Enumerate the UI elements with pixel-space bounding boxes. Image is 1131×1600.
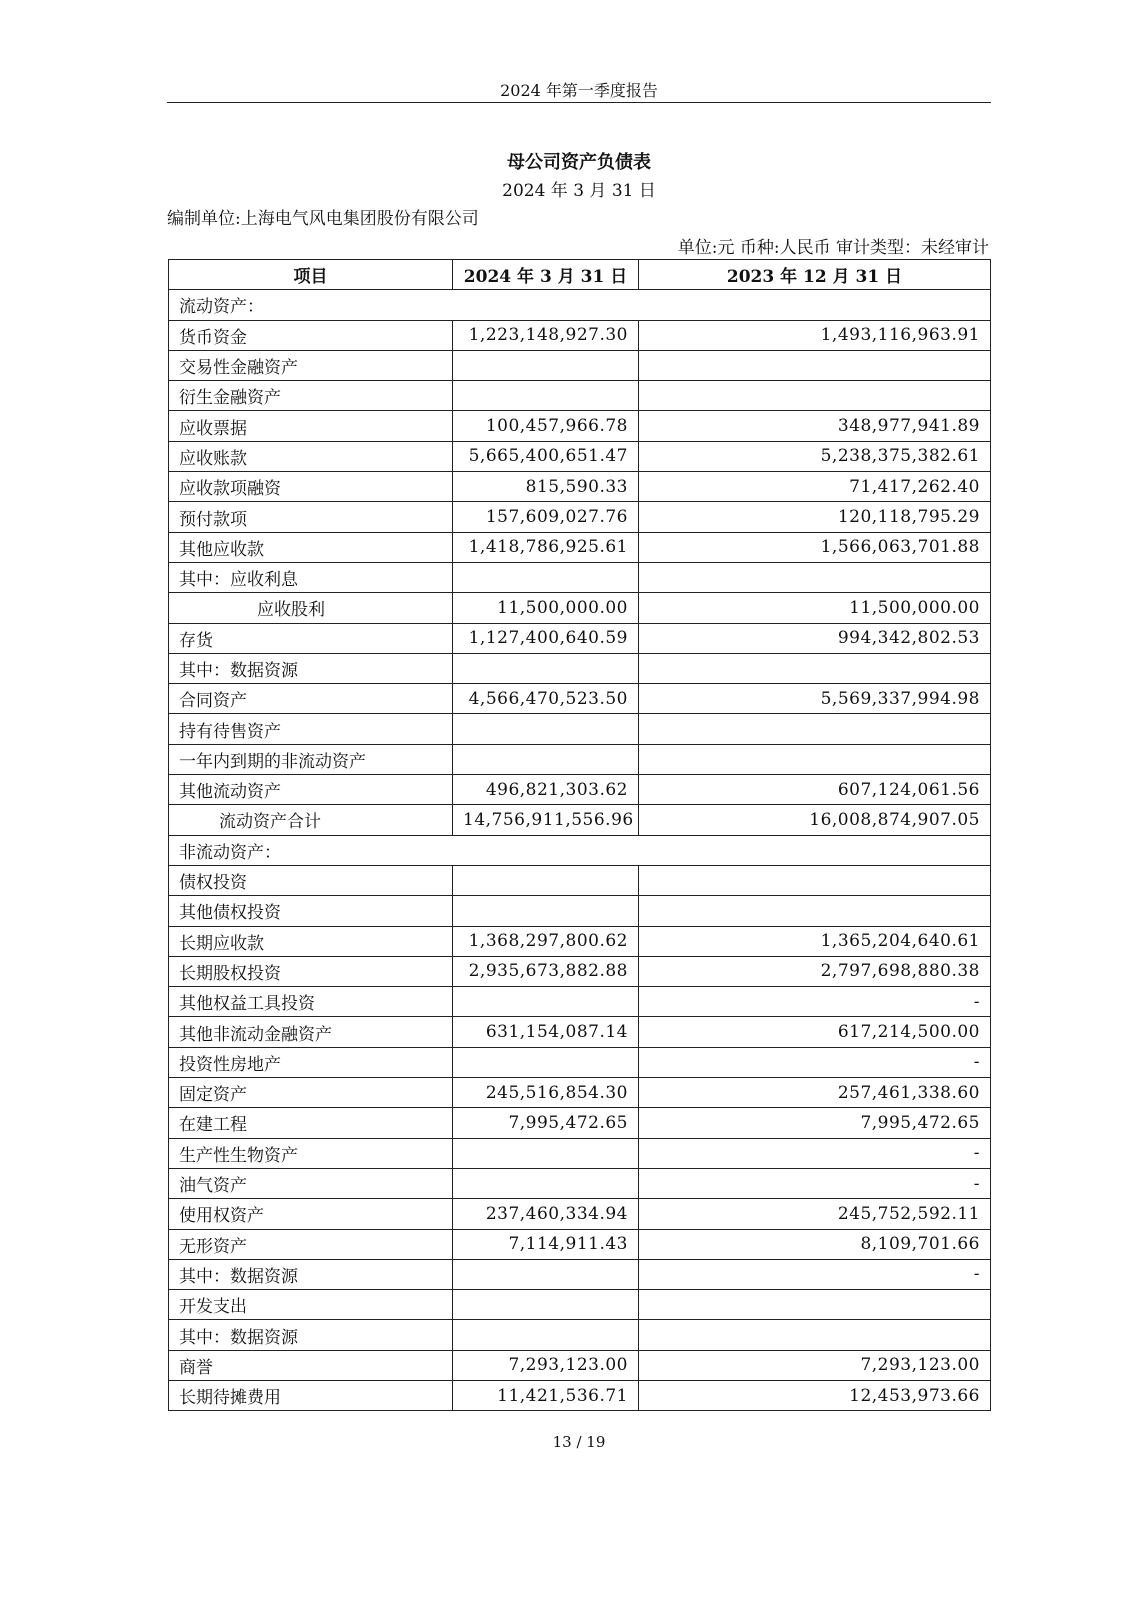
table-row (169, 441, 991, 471)
value-prior: 607,124,061.56 (639, 775, 991, 805)
value-current: 1,223,148,927.30 (453, 320, 639, 350)
value-prior: 245,752,592.11 (639, 1199, 991, 1229)
row-label: 衍生金融资产 (169, 381, 453, 411)
table-row (169, 593, 991, 623)
row-label: 其中：应收利息 (169, 562, 453, 592)
row-label: 其中：数据资源 (169, 653, 453, 683)
value-prior (639, 1320, 991, 1350)
value-prior: 1,493,116,963.91 (639, 320, 991, 350)
report-date: 2024 年 3 月 31 日 (502, 181, 656, 201)
value-prior (639, 562, 991, 592)
page-number: 13 / 19 (552, 1433, 606, 1451)
value-prior (639, 350, 991, 380)
value-current: 14,756,911,556.96 (453, 805, 639, 835)
value-prior: 7,293,123.00 (639, 1350, 991, 1380)
table-row (169, 502, 991, 532)
report-header: 2024 年第一季度报告 (500, 81, 658, 100)
row-label: 长期应收款 (169, 926, 453, 956)
table-row (169, 1138, 991, 1168)
value-current (453, 1047, 639, 1077)
table-row (169, 1259, 991, 1289)
table-row (169, 411, 991, 441)
table-row (169, 381, 991, 411)
header-rule (167, 102, 991, 103)
value-current: 157,609,027.76 (453, 502, 639, 532)
company-line: 编制单位:上海电气风电集团股份有限公司 (167, 209, 479, 229)
row-label: 其中：数据资源 (169, 1320, 453, 1350)
value-prior (639, 896, 991, 926)
table-row (169, 532, 991, 562)
row-label: 存货 (169, 623, 453, 653)
value-prior: 617,214,500.00 (639, 1017, 991, 1047)
value-current (453, 865, 639, 895)
row-label: 货币资金 (169, 320, 453, 350)
value-current: 237,460,334.94 (453, 1199, 639, 1229)
value-prior: 348,977,941.89 (639, 411, 991, 441)
table-row (169, 684, 991, 714)
row-label: 应收股利 (169, 593, 453, 623)
value-prior: 8,109,701.66 (639, 1229, 991, 1259)
value-prior: 11,500,000.00 (639, 593, 991, 623)
row-label: 长期股权投资 (169, 956, 453, 986)
row-label: 无形资产 (169, 1229, 453, 1259)
value-current (453, 1290, 639, 1320)
table-row (169, 1350, 991, 1380)
value-prior (639, 1290, 991, 1320)
table-row (169, 744, 991, 774)
value-prior: 257,461,338.60 (639, 1078, 991, 1108)
value-current: 1,368,297,800.62 (453, 926, 639, 956)
section-row (169, 835, 991, 865)
table-header-row (169, 260, 991, 290)
value-current (453, 1259, 639, 1289)
value-current (453, 987, 639, 1017)
table-row (169, 623, 991, 653)
row-label: 预付款项 (169, 502, 453, 532)
value-prior: 5,238,375,382.61 (639, 441, 991, 471)
value-current: 100,457,966.78 (453, 411, 639, 441)
table-row (169, 775, 991, 805)
table-row (169, 805, 991, 835)
row-label: 一年内到期的非流动资产 (169, 744, 453, 774)
table-row (169, 714, 991, 744)
value-current (453, 1138, 639, 1168)
row-label: 其他权益工具投资 (169, 987, 453, 1017)
value-current: 4,566,470,523.50 (453, 684, 639, 714)
value-prior (639, 865, 991, 895)
table-row (169, 1380, 991, 1410)
table-row (169, 1168, 991, 1198)
column-header-prior: 2023 年 12 月 31 日 (639, 260, 991, 290)
row-label: 开发支出 (169, 1290, 453, 1320)
value-current: 2,935,673,882.88 (453, 956, 639, 986)
balance-sheet-table (168, 259, 991, 1411)
value-current: 7,114,911.43 (453, 1229, 639, 1259)
value-current: 1,127,400,640.59 (453, 623, 639, 653)
table-row (169, 987, 991, 1017)
column-header-item: 项目 (169, 260, 453, 290)
table-row (169, 320, 991, 350)
table-row (169, 1078, 991, 1108)
table-row (169, 896, 991, 926)
row-label: 商誉 (169, 1350, 453, 1380)
value-current: 11,421,536.71 (453, 1380, 639, 1410)
table-row (169, 1199, 991, 1229)
value-current: 7,293,123.00 (453, 1350, 639, 1380)
row-label: 固定资产 (169, 1078, 453, 1108)
table-row (169, 472, 991, 502)
table-row (169, 1108, 991, 1138)
row-label: 使用权资产 (169, 1199, 453, 1229)
table-row (169, 350, 991, 380)
row-label: 投资性房地产 (169, 1047, 453, 1077)
page-title: 母公司资产负债表 (507, 152, 651, 173)
row-label: 其他流动资产 (169, 775, 453, 805)
value-current (453, 1168, 639, 1198)
table-row (169, 1229, 991, 1259)
value-current (453, 562, 639, 592)
value-prior: 12,453,973.66 (639, 1380, 991, 1410)
value-current: 245,516,854.30 (453, 1078, 639, 1108)
row-label: 应收款项融资 (169, 472, 453, 502)
row-label: 长期待摊费用 (169, 1380, 453, 1410)
table-row (169, 926, 991, 956)
value-prior: 5,569,337,994.98 (639, 684, 991, 714)
section-label: 流动资产： (169, 290, 991, 320)
section-row (169, 290, 991, 320)
value-current (453, 381, 639, 411)
value-current: 1,418,786,925.61 (453, 532, 639, 562)
value-current: 815,590.33 (453, 472, 639, 502)
value-prior: - (639, 1259, 991, 1289)
value-prior (639, 381, 991, 411)
value-prior: - (639, 1047, 991, 1077)
row-label: 流动资产合计 (169, 805, 453, 835)
table-row (169, 1017, 991, 1047)
table-row (169, 562, 991, 592)
table-row (169, 956, 991, 986)
value-current: 496,821,303.62 (453, 775, 639, 805)
value-prior: 1,365,204,640.61 (639, 926, 991, 956)
value-prior: - (639, 1168, 991, 1198)
row-label: 债权投资 (169, 865, 453, 895)
value-prior (639, 714, 991, 744)
table-row (169, 1290, 991, 1320)
table-row (169, 1047, 991, 1077)
value-prior: 2,797,698,880.38 (639, 956, 991, 986)
value-current (453, 714, 639, 744)
row-label: 交易性金融资产 (169, 350, 453, 380)
table-row (169, 865, 991, 895)
value-prior: - (639, 1138, 991, 1168)
value-current (453, 350, 639, 380)
value-prior (639, 653, 991, 683)
value-current: 11,500,000.00 (453, 593, 639, 623)
row-label: 应收账款 (169, 441, 453, 471)
row-label: 持有待售资产 (169, 714, 453, 744)
value-current (453, 1320, 639, 1350)
row-label: 在建工程 (169, 1108, 453, 1138)
value-prior: 71,417,262.40 (639, 472, 991, 502)
unit-currency-line: 单位:元 币种:人民币 审计类型：未经审计 (677, 238, 989, 258)
column-header-current: 2024 年 3 月 31 日 (453, 260, 639, 290)
value-current (453, 896, 639, 926)
table-row (169, 653, 991, 683)
value-current: 7,995,472.65 (453, 1108, 639, 1138)
value-prior: - (639, 987, 991, 1017)
row-label: 其他债权投资 (169, 896, 453, 926)
value-prior: 16,008,874,907.05 (639, 805, 991, 835)
table-body (169, 290, 991, 1411)
value-prior: 7,995,472.65 (639, 1108, 991, 1138)
row-label: 其中：数据资源 (169, 1259, 453, 1289)
row-label: 合同资产 (169, 684, 453, 714)
value-current: 631,154,087.14 (453, 1017, 639, 1047)
value-prior (639, 744, 991, 774)
value-prior: 994,342,802.53 (639, 623, 991, 653)
value-prior: 120,118,795.29 (639, 502, 991, 532)
table-row (169, 1320, 991, 1350)
section-label: 非流动资产： (169, 835, 991, 865)
row-label: 生产性生物资产 (169, 1138, 453, 1168)
row-label: 其他非流动金融资产 (169, 1017, 453, 1047)
value-current (453, 744, 639, 774)
row-label: 其他应收款 (169, 532, 453, 562)
row-label: 应收票据 (169, 411, 453, 441)
value-current: 5,665,400,651.47 (453, 441, 639, 471)
row-label: 油气资产 (169, 1168, 453, 1198)
value-current (453, 653, 639, 683)
value-prior: 1,566,063,701.88 (639, 532, 991, 562)
